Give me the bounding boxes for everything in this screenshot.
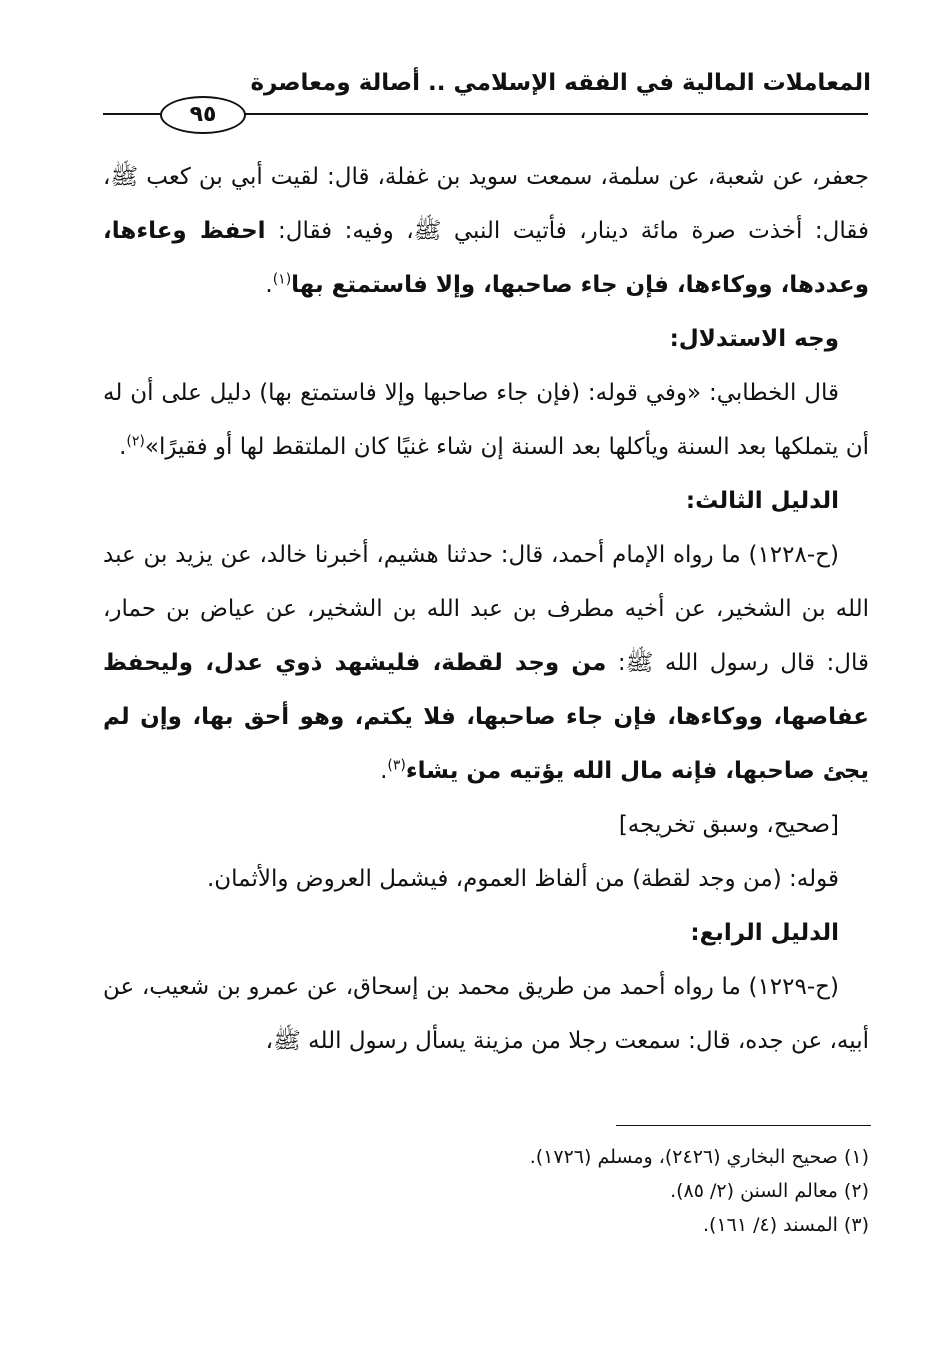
main-text: [103, 150, 869, 1068]
footnote-ref-3: (٣): [387, 757, 406, 774]
hadith-quote: من وجد لقطة، فليشهد ذوي عدل، وليحفظ عفاصها، ووكاءها، فإن جاء صاحبها، فلا يكتم، وهو أحق بها، وإن لم يجئ صاحبها، فإنه مال الله يؤتيه من يشاء: [103, 650, 869, 784]
footnote-separator: [616, 1125, 871, 1126]
paragraph-commentary: قوله: (من وجد لقطة) من ألفاظ العموم، فيشمل العروض والأثمان.: [206, 866, 839, 892]
footnote-2: (٢) معالم السنن (٢/ ٨٥).: [670, 1180, 869, 1202]
footnote-3: (٣) المسند (٤/ ١٦١).: [702, 1214, 869, 1236]
grading-note: [صحيح، وسبق تخريجه]: [618, 812, 839, 838]
paragraph-hadith-1229: (ح-١٢٢٩) ما رواه أحمد من طريق محمد بن إسحاق، عن عمرو بن شعيب، عن أبيه، عن جده، قال: سمعت رجلا من مزينة يسأل رسول الله ﷺ،: [103, 974, 869, 1054]
paragraph-hadith-continuation: جعفر، عن شعبة، عن سلمة، سمعت سويد بن غفلة، قال: لقيت أبي بن كعب ﷺ، فقال: أخذت صرة مائة دينار، فأتيت النبي ﷺ، وفيه: فقال: احفظ وعاءها، وعددها، ووكاءها، فإن جاء صاحبها، وإلا فاستمتع بها$^{(١)}$.: [103, 164, 869, 298]
hadith-quote: احفظ وعاءها، وعددها، ووكاءها، فإن جاء صاحبها، وإلا فاستمتع بها: [103, 218, 869, 298]
section-heading-fourth-evidence: الدليل الرابع:: [690, 920, 839, 946]
paragraph-text: (ح-١٢٢٨) ما رواه الإمام أحمد، قال: حدثنا هشيم، أخبرنا خالد، عن يزيد بن عبد الله بن الشخير، عن أخيه مطرف بن عبد الله بن الشخير، عن عياض بن حمار، قال: قال رسول الله ﷺ:: [103, 542, 869, 676]
footnote-1: (١) صحيح البخاري (٢٤٢٦)، ومسلم (١٧٢٦).: [529, 1146, 869, 1168]
footnote-ref-1: (١): [272, 271, 292, 288]
page-number: ٩٥: [160, 96, 246, 134]
paragraph-text: قال الخطابي: «وفي قوله: (فإن جاء صاحبها وإلا فاستمتع بها) دليل على أن له أن يتملكها بعد السنة ويأكلها بعد السنة إن شاء غنيًا كان الملتقط لها أو فقيرًا»: [103, 380, 869, 460]
section-heading-third-evidence: الدليل الثالث:: [685, 488, 839, 514]
running-title: المعاملات المالية في الفقه الإسلامي .. أصالة ومعاصرة: [250, 70, 871, 96]
paragraph-khattabi: قال الخطابي: «وفي قوله: (فإن جاء صاحبها وإلا فاستمتع بها) دليل على أن له أن يتملكها بعد السنة ويأكلها بعد السنة إن شاء غنيًا كان الملتقط لها أو فقيرًا»$^{(٢)}$.: [103, 380, 869, 460]
footnotes: [103, 1140, 869, 1242]
paragraph-hadith-1228: (ح-١٢٢٨) ما رواه الإمام أحمد، قال: حدثنا هشيم، أخبرنا خالد، عن يزيد بن عبد الله بن الشخير، عن أخيه مطرف بن عبد الله بن الشخير، عن عياض بن حمار، قال: قال رسول الله ﷺ: من وجد لقطة، فليشهد ذوي عدل، وليحفظ عفاصها، ووكاءها، فإن جاء صاحبها، فلا يكتم، وهو أحق بها، وإن لم يجئ صاحبها، فإنه مال الله يؤتيه من يشاء$^{(٣)}$.: [103, 542, 869, 784]
section-heading-evidence-aspect: وجه الاستدلال:: [669, 326, 839, 352]
footnote-ref-2: (٢): [126, 433, 145, 450]
paragraph-text: جعفر، عن شعبة، عن سلمة، سمعت سويد بن غفلة، قال: لقيت أبي بن كعب ﷺ، فقال: أخذت صرة مائة دينار، فأتيت النبي ﷺ، وفيه: فقال:: [103, 164, 869, 244]
